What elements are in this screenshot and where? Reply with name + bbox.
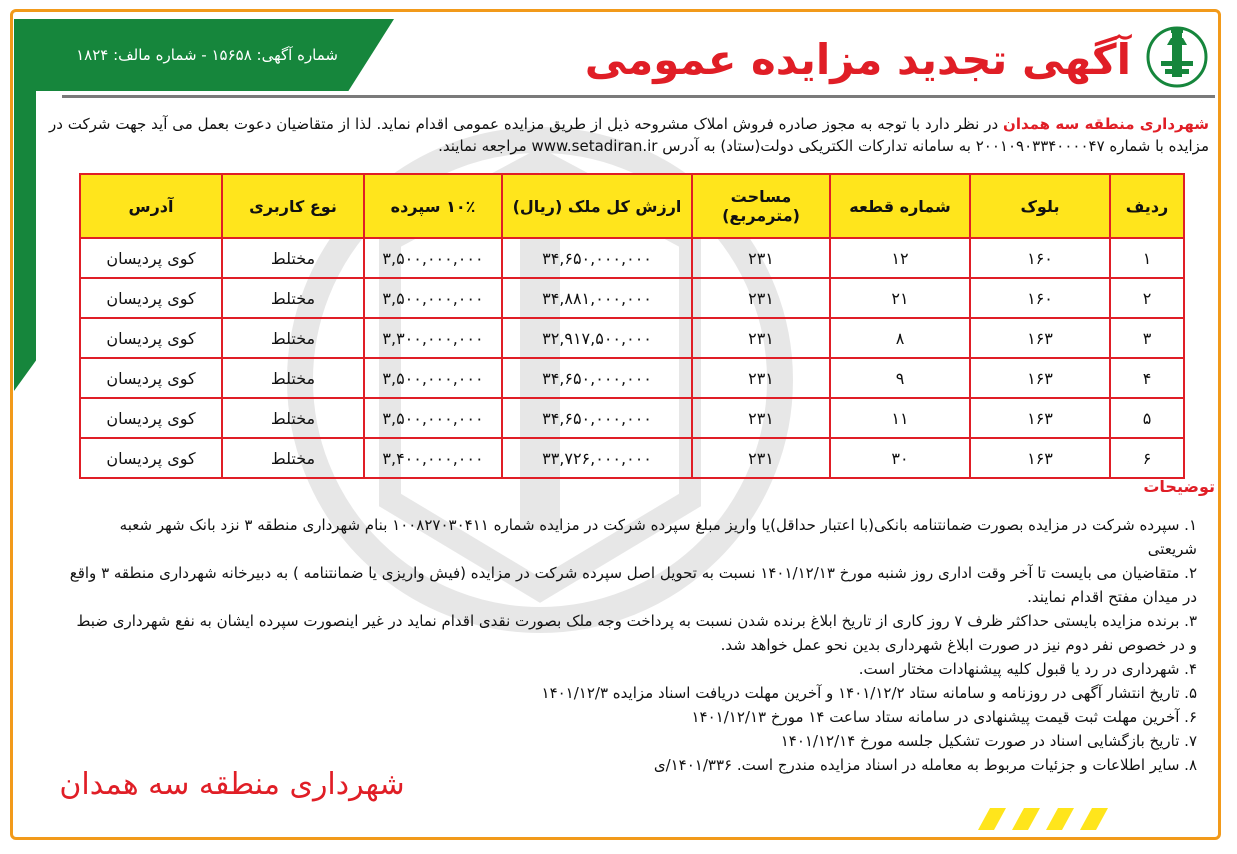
intro-paragraph xyxy=(49,113,1209,157)
table-cell: ۲۱ xyxy=(830,278,970,318)
table-cell: کوی پردیسان xyxy=(80,438,222,478)
table-cell: ۳۴,۸۸۱,۰۰۰,۰۰۰ xyxy=(502,278,692,318)
note-item: ۱. سپرده شرکت در مزایده بصورت ضمانتنامه بانکی(با اعتبار حداقل)یا واریز مبلغ سپرده شرکت در مزایده شماره ۱۰۰۸۲۷۰۳۰۴۱۱ بنام شهرداری منطقه ۳ نزد بانک شهر شعبه شریعتی xyxy=(119,516,1197,558)
table-cell: مختلط xyxy=(222,278,364,318)
table-cell: مختلط xyxy=(222,438,364,478)
note-item: ۲. متقاضیان می بایست تا آخر وقت اداری روز شنبه مورخ ۱۴۰۱/۱۲/۱۳ نسبت به تحویل اصل سپرده شرکت در مزایده (فیش واریزی یا ضمانتنامه ) به دبیرخانه شهرداری منطقه ۳ واقع در میدان مفتح اقدام نمایند. xyxy=(69,564,1197,606)
municipality-logo-icon xyxy=(1145,23,1209,91)
table-cell: کوی پردیسان xyxy=(80,398,222,438)
table-cell: مختلط xyxy=(222,358,364,398)
table-cell: ۱ xyxy=(1110,238,1184,278)
column-header: بلوک xyxy=(970,174,1110,238)
table-cell: ۲۳۱ xyxy=(692,238,830,278)
signature: شهرداری منطقه سه همدان xyxy=(59,767,405,802)
table-cell: ۳ xyxy=(1110,318,1184,358)
table-cell: ۳,۵۰۰,۰۰۰,۰۰۰ xyxy=(364,358,502,398)
table-cell: ۱۶۳ xyxy=(970,398,1110,438)
table-cell: ۳,۴۰۰,۰۰۰,۰۰۰ xyxy=(364,438,502,478)
table-header-row xyxy=(80,174,1184,238)
table-cell: ۱۱ xyxy=(830,398,970,438)
table-cell: ۳,۵۰۰,۰۰۰,۰۰۰ xyxy=(364,278,502,318)
note-item: ۴. شهرداری در رد یا قبول کلیه پیشنهادات مختار است. xyxy=(858,660,1197,678)
table-cell: مختلط xyxy=(222,398,364,438)
header-divider xyxy=(62,95,1215,98)
column-header: ردیف xyxy=(1110,174,1184,238)
table-cell: ۱۶۰ xyxy=(970,278,1110,318)
table-row xyxy=(80,278,1184,318)
table-row xyxy=(80,358,1184,398)
table-cell: ۲۳۱ xyxy=(692,438,830,478)
column-header: آدرس xyxy=(80,174,222,238)
note-item: ۷. تاریخ بازگشایی اسناد در صورت تشکیل جلسه مورخ ۱۴۰۱/۱۲/۱۴ xyxy=(780,732,1197,750)
table-cell: ۲۳۱ xyxy=(692,318,830,358)
table-cell: ۹ xyxy=(830,358,970,398)
column-header: شماره قطعه xyxy=(830,174,970,238)
note-item: ۳. برنده مزایده بایستی حداکثر ظرف ۷ روز کاری از تاریخ ابلاغ برنده شدن نسبت به پرداخت وجه ملک بصورت نقدی اقدام نماید در غیر اینصورت سپرده ایشان به نفع شهرداری ضبط و در خصوص نفر دوم نیز در صورت ابلاغ شهرداری بدین نحو عمل خواهد شد. xyxy=(76,612,1197,654)
table-cell: ۱۶۳ xyxy=(970,358,1110,398)
table-cell: ۵ xyxy=(1110,398,1184,438)
note-item: ۶. آخرین مهلت ثبت قیمت پیشنهادی در سامانه ستاد ساعت ۱۴ مورخ ۱۴۰۱/۱۲/۱۳ xyxy=(691,708,1197,726)
column-header: مساحت (مترمربع) xyxy=(692,174,830,238)
column-header: نوع کاربری xyxy=(222,174,364,238)
table-cell: ۱۶۳ xyxy=(970,438,1110,478)
table-cell: ۲ xyxy=(1110,278,1184,318)
table-cell: ۲۳۱ xyxy=(692,278,830,318)
table-cell: ۱۲ xyxy=(830,238,970,278)
table-row xyxy=(80,438,1184,478)
table-cell: ۲۳۱ xyxy=(692,358,830,398)
table-cell: ۶ xyxy=(1110,438,1184,478)
table-cell: ۳۴,۶۵۰,۰۰۰,۰۰۰ xyxy=(502,398,692,438)
auction-table xyxy=(79,173,1185,479)
note-item: ۵. تاریخ انتشار آگهی در روزنامه و سامانه ستاد ۱۴۰۱/۱۲/۲ و آخرین مهلت دریافت اسناد مزایده ۱۴۰۱/۱۲/۳ xyxy=(541,684,1197,702)
table-cell: کوی پردیسان xyxy=(80,238,222,278)
table-cell: ۳,۵۰۰,۰۰۰,۰۰۰ xyxy=(364,238,502,278)
table-cell: ۸ xyxy=(830,318,970,358)
decorative-stripes-icon xyxy=(970,808,1120,830)
table-cell: ۲۳۱ xyxy=(692,398,830,438)
table-cell: ۴ xyxy=(1110,358,1184,398)
table-cell: ۳,۳۰۰,۰۰۰,۰۰۰ xyxy=(364,318,502,358)
table-cell: مختلط xyxy=(222,238,364,278)
ad-number: شماره آگهی: ۱۵۶۵۸ - شماره مالف: ۱۸۲۴ xyxy=(76,46,338,64)
table-cell: ۱۶۳ xyxy=(970,318,1110,358)
table-cell: ۳۴,۶۵۰,۰۰۰,۰۰۰ xyxy=(502,358,692,398)
table-row xyxy=(80,238,1184,278)
table-cell: کوی پردیسان xyxy=(80,318,222,358)
table-cell: ۳۴,۶۵۰,۰۰۰,۰۰۰ xyxy=(502,238,692,278)
table-cell: مختلط xyxy=(222,318,364,358)
intro-org-name: شهرداری منطقه سه همدان xyxy=(1003,115,1210,133)
table-cell: کوی پردیسان xyxy=(80,358,222,398)
table-cell: ۳۳,۷۲۶,۰۰۰,۰۰۰ xyxy=(502,438,692,478)
intro-text: در نظر دارد با توجه به مجوز صادره فروش املاک مشروحه ذیل از طریق مزایده عمومی اقدام نماید. لذا از متقاضیان دعوت بعمل می آید جهت شرکت در مزایده با شماره ۲۰۰۱۰۹۰۳۳۴۰۰۰۰۴۷ به سامانه تدارکات الکتریکی دولت(ستاد) به آدرس www.setadiran.ir مراجعه نمایند. xyxy=(49,115,1209,155)
note-item: ۸. سایر اطلاعات و جزئیات مربوط به معامله در اسناد مزایده مندرج است. ۱۴۰۱/۳۳۶/ی xyxy=(653,756,1197,774)
notes-title: توضیحات xyxy=(1143,477,1215,496)
table-cell: ۱۶۰ xyxy=(970,238,1110,278)
column-header: ۱۰٪ سپرده xyxy=(364,174,502,238)
notes-list xyxy=(67,513,1197,777)
side-green-band xyxy=(14,86,36,391)
page-title: آگهی تجدید مزایده عمومی xyxy=(584,35,1131,84)
table-cell: کوی پردیسان xyxy=(80,278,222,318)
table-cell: ۳,۵۰۰,۰۰۰,۰۰۰ xyxy=(364,398,502,438)
table-row xyxy=(80,398,1184,438)
column-header: ارزش کل ملک (ریال) xyxy=(502,174,692,238)
table-row xyxy=(80,318,1184,358)
table-cell: ۳۰ xyxy=(830,438,970,478)
table-cell: ۳۲,۹۱۷,۵۰۰,۰۰۰ xyxy=(502,318,692,358)
